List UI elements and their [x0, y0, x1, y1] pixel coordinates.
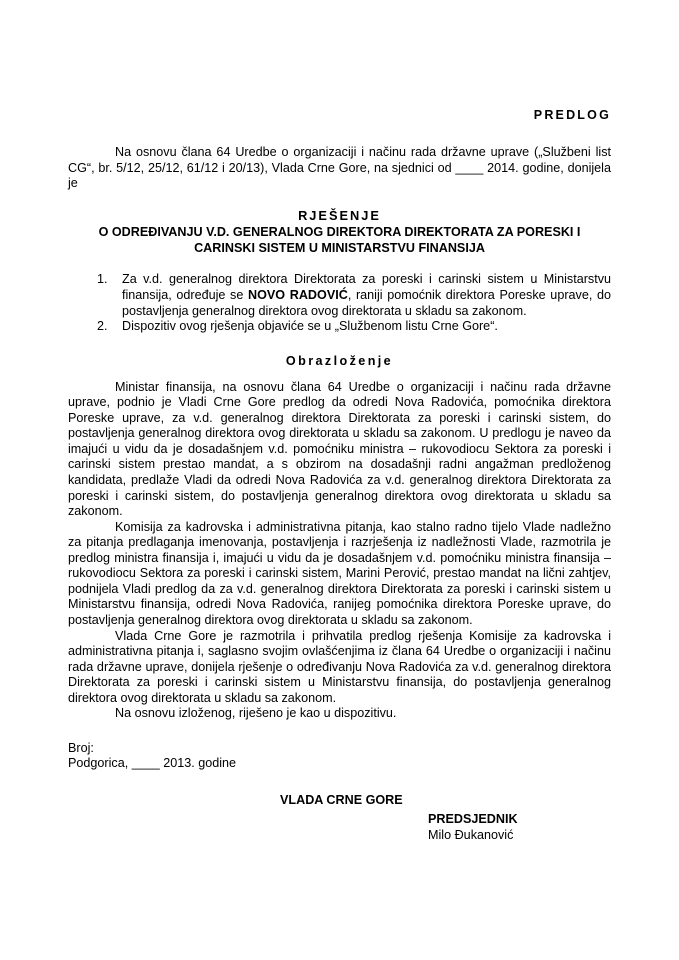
list-item	[68, 319, 611, 335]
intro-block	[68, 145, 611, 192]
document-number-label: Broj:	[68, 740, 94, 755]
reasoning-paragraph-1: Ministar finansija, na osnovu člana 64 Uredbe o organizaciji i načinu rada državne uprave, podnio je Vladi Crne Gore predlog da odredi Nova Radovića, pomoćnika direktora Poreske uprave, za v.d. generalnog direktora Direktorata za poreski i carinski sistem, do postavljenja generalnog direktora ovog direktorata u skladu sa zakonom. U predlogu je naveo da imajući u vidu da je dosadašnjem v.d. pomoćniku ministra – rukovodiocu Sektora za poreski i carinski sistem prestao mandat, a s obzirom na dosadašnji radni angažman predloženog kandidata, predlaže Vladi da odredi Nova Radovića za v.d. generalnog direktora Direktorata za poreski i carinski sistem, do postavljenja generalnog direktora ovog direktorata u skladu sa zakonom.	[68, 379, 611, 519]
intro-paragraph: Na osnovu člana 64 Uredbe o organizaciji i načinu rada državne uprave („Službeni list CG“, br. 5/12, 25/12, 61/12 i 20/13), Vlada Crne Gore, na sjednici od ____ 2014. godine, donijela je	[68, 145, 611, 191]
reasoning-paragraph-3: Vlada Crne Gore je razmotrila i prihvatila predlog rješenja Komisije za kadrovska i administrativna pitanja i, saglasno svojim ovlašćenjima iz člana 64 Uredbe o organizaciji i načinu rada državne uprave, donijela rješenje o određivanju Nova Radovića za v.d. generalnog direktora Direktorata za poreski i carinski sistem u Ministarstvu finansija, do postavljenja generalnog direktora ovog direktorata u skladu sa zakonom.	[68, 628, 611, 705]
signature-government: VLADA CRNE GORE	[280, 792, 403, 807]
reasoning-paragraph-2: Komisija za kadrovska i administrativna pitanja, kao stalno radno tijelo Vlade nadležno za pitanja predlaganja imenovanja, postavljenja i razrješenja iz nadležnosti Vlade, razmotrila je predlog ministra finansija i, imajući u vidu da je dosadašnjem v.d. pomoćniku ministra finansija – rukovodiocu Sektora za poreski i carinski sistem, Marini Perović, prestao mandat na lični zahtjev, podnijela Vladi predlog da za v.d. generalnog direktora Direktorata za poreski i carinski sistem u Ministarstvu finansija, odredi Nova Radovića, ranijeg pomoćnika direktora Poreske uprave, do postavljenja generalnog direktora ovog direktorata u skladu sa zakonom.	[68, 519, 611, 627]
dispositive-list	[68, 272, 611, 334]
document-kicker: PREDLOG	[533, 108, 611, 122]
list-item	[68, 272, 611, 319]
document-title-main: RJEŠENJE	[298, 207, 381, 223]
list-item-emphasis: NOVO RADOVIĆ	[248, 287, 348, 302]
signature-name: Milo Đukanović	[428, 827, 514, 842]
document-content	[68, 108, 611, 851]
reasoning-heading: Obrazloženje	[285, 353, 394, 368]
place-and-date: Podgorica, ____ 2013. godine	[68, 756, 237, 771]
signature-role: PREDSJEDNIK	[428, 811, 518, 826]
footer-block	[68, 741, 611, 772]
signature-block	[68, 793, 611, 851]
list-item-text-after: , raniji pomoćnik direktora Poreske uprave, do postavljenja generalnog direktora ovog direktorata u skladu sa zakonom.	[122, 287, 611, 318]
list-item-number: 2.	[97, 319, 108, 334]
list-item-text-before: Dispozitiv ovog rješenja objaviće se u „Službenom listu Crne Gore“.	[122, 319, 498, 334]
list-item-number: 1.	[97, 272, 108, 287]
document-title-subtitle: O ODREĐIVANJU V.D. GENERALNOG DIREKTORA DIREKTORATA ZA PORESKI I CARINSKI SISTEM U MINISTARSTVU FINANSIJA	[98, 224, 581, 255]
title-block	[68, 208, 611, 257]
reasoning-paragraph-4: Na osnovu izloženog, riješeno je kao u dispozitivu.	[115, 706, 397, 721]
list-item-text-before: Za v.d. generalnog direktora Direktorata za poreski i carinski sistem u Ministarstvu finansija, određuje se	[122, 272, 611, 302]
